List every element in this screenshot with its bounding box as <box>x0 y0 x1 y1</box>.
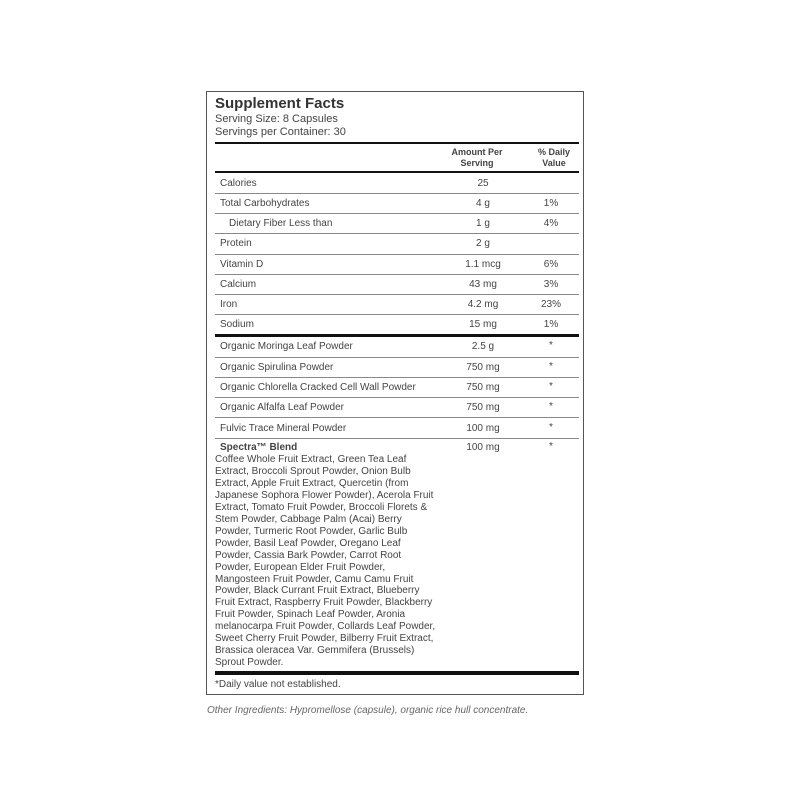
ingredient-amount: 2.5 g <box>471 341 495 352</box>
nutrient-name: Vitamin D <box>220 259 264 270</box>
ingredient-name: Organic Chlorella Cracked Cell Wall Powder <box>220 382 416 393</box>
ingredient-row-chlorella <box>215 377 579 397</box>
servings-per-container: Servings per Container: 30 <box>215 126 346 138</box>
nutrient-row-iron <box>215 294 579 314</box>
ingredient-amount: 750 mg <box>466 382 500 393</box>
ingredient-dv: * <box>549 381 553 392</box>
ingredient-row-moringa <box>215 337 579 357</box>
ingredient-row-fulvic <box>215 417 579 438</box>
nutrient-row-dietary-fiber <box>215 213 579 233</box>
nutrient-name: Calories <box>220 178 257 189</box>
nutrient-dv: 1% <box>543 198 559 209</box>
ingredient-dv: * <box>549 422 553 433</box>
nutrient-name: Total Carbohydrates <box>220 198 310 209</box>
nutrient-amount: 4.2 mg <box>467 299 499 310</box>
panel-title: Supplement Facts <box>215 95 345 112</box>
nutrient-row-protein <box>215 233 579 254</box>
header-amount-per-serving: Amount Per Serving <box>451 147 503 168</box>
nutrient-amount: 4 g <box>476 198 490 209</box>
ingredient-name: Organic Moringa Leaf Powder <box>220 341 353 352</box>
nutrient-amount: 1 g <box>476 218 490 229</box>
nutrient-dv: 1% <box>543 319 559 330</box>
header-daily-value: % Daily Value <box>537 147 570 168</box>
ingredient-dv: * <box>549 401 553 412</box>
nutrient-dv: 6% <box>543 259 559 270</box>
nutrient-row-vitamin-d <box>215 254 579 274</box>
supplement-facts-panel <box>206 91 584 695</box>
ingredient-amount: 100 mg <box>466 423 500 434</box>
blend-top-rule <box>215 438 579 439</box>
ingredient-row-spirulina <box>215 357 579 377</box>
blend-components: Coffee Whole Fruit Extract, Green Tea Leaf Extract, Broccoli Sprout Powder, Onion Bulb Extract, Apple Fruit Extract, Quercetin (from Japanese Sophora Flower Powder), Acerola Fruit Extract, Tomato Fruit Powder, Broccoli Florets & Stem Powder, Cabbage Palm (Acai) Berry Powder, Turmeric Root Powder, Garlic Bulb Powder, Basil Leaf Powder, Oregano Leaf Powder, Cassia Bark Powder, Carrot Root Powder, European Elder Fruit Powder, Mangosteen Fruit Powder, Camu Camu Fruit Powder, Black Currant Fruit Extract, Blueberry Fruit Extract, Raspberry Fruit Powder, Blackberry Fruit Powder, Spinach Leaf Powder, Aronia melanocarpa Fruit Powder, Collards Leaf Powder, Sweet Cherry Fruit Powder, Bilberry Fruit Extract, Brassica oleracea Var. Gemmifera (Brussels) Sprout Powder. <box>215 454 436 669</box>
ingredient-amount: 750 mg <box>466 362 500 373</box>
nutrient-name: Dietary Fiber Less than <box>229 218 333 229</box>
nutrient-name: Protein <box>220 238 252 249</box>
nutrient-row-sodium <box>215 314 579 334</box>
nutrient-dv: 4% <box>543 218 559 229</box>
ingredient-dv: * <box>549 361 553 372</box>
nutrient-row-total-carbohydrates <box>215 193 579 213</box>
ingredient-row-alfalfa <box>215 397 579 417</box>
nutrient-amount: 1.1 mcg <box>465 259 501 270</box>
nutrient-amount: 2 g <box>476 238 490 249</box>
top-thick-rule <box>215 142 579 144</box>
ingredient-name: Fulvic Trace Mineral Powder <box>220 423 347 434</box>
ingredient-dv: * <box>549 340 553 351</box>
nutrient-name: Sodium <box>220 319 254 330</box>
nutrient-amount: 43 mg <box>469 279 497 290</box>
nutrient-dv: 3% <box>543 279 559 290</box>
ingredient-name: Organic Spirulina Powder <box>220 362 334 373</box>
ingredient-name: Organic Alfalfa Leaf Powder <box>220 402 344 413</box>
nutrient-row-calcium <box>215 274 579 294</box>
nutrient-amount: 15 mg <box>469 319 497 330</box>
nutrient-dv: 23% <box>540 299 561 310</box>
ingredient-amount: 750 mg <box>466 402 500 413</box>
nutrient-amount: 25 <box>477 178 489 189</box>
nutrient-row-calories <box>215 173 579 193</box>
blend-dv: * <box>549 441 553 452</box>
nutrient-name: Iron <box>220 299 238 310</box>
daily-value-footnote: *Daily value not established. <box>215 679 341 690</box>
bottom-thick-rule <box>215 671 579 675</box>
serving-size: Serving Size: 8 Capsules <box>215 113 338 125</box>
blend-name: Spectra™ Blend <box>220 442 298 453</box>
other-ingredients: Other Ingredients: Hypromellose (capsule), organic rice hull concentrate. <box>207 705 529 716</box>
blend-amount: 100 mg <box>466 442 500 453</box>
nutrient-name: Calcium <box>220 279 257 290</box>
